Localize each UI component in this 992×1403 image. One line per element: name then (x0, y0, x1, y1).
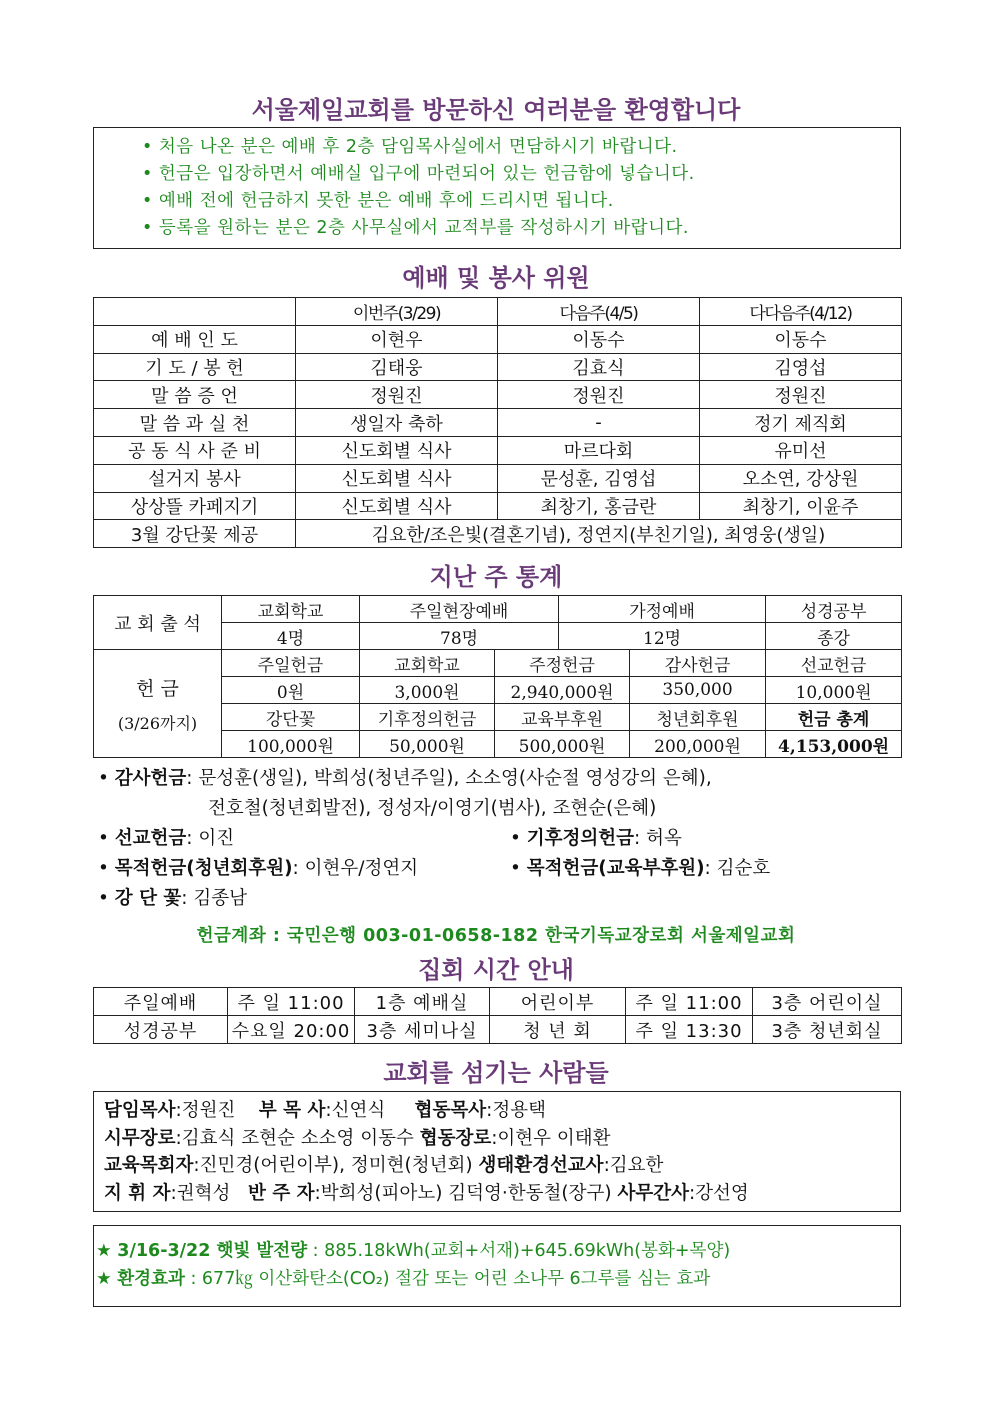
staff-role: 반 주 자 (248, 1182, 315, 1204)
staff-names: :정용택 (486, 1100, 546, 1121)
staff-line (104, 1097, 900, 1125)
table-cell: 3층 청년회실 (753, 1016, 902, 1044)
row-label: 3월 강단꽃 제공 (94, 520, 296, 548)
stats-table (93, 595, 902, 758)
staff-names: :이현우 이태환 (491, 1127, 611, 1149)
note-value: : 이현우/정연지 (292, 858, 419, 879)
table-cell: 성경공부 (94, 1016, 228, 1044)
note-label: 선교헌금 (114, 828, 187, 849)
energy-value: : 885.18kWh(교회+서재)+645.69kWh(봉화+목양) (307, 1241, 731, 1261)
table-cell: 최창기, 이윤주 (700, 492, 902, 520)
note-label: 감사헌금 (114, 768, 187, 789)
staff-role: 부 목 사 (258, 1100, 326, 1121)
stats-title: 지난 주 통계 (429, 563, 563, 591)
note-cell (510, 824, 682, 854)
bullet: • (98, 828, 115, 849)
note-cell (510, 854, 770, 884)
table-cell: 최창기, 홍금란 (498, 492, 700, 520)
list-item (98, 884, 908, 914)
note-value: : 김종남 (181, 888, 248, 909)
welcome-item: • 헌금은 입장하면서 예배실 입구에 마련되어 있는 헌금함에 넣습니다. (142, 161, 900, 188)
staff-box (93, 1091, 901, 1212)
note-cell (98, 854, 510, 884)
header-cell: 가정예배 (559, 596, 766, 623)
table-cell: 이현우 (296, 325, 498, 353)
note-label: 기후정의헌금 (526, 828, 635, 849)
table-cell: 12명 (559, 623, 766, 650)
service-table (93, 297, 902, 548)
header-cell: 교회학교 (360, 650, 495, 677)
staff-role: 협동목사 (414, 1100, 487, 1121)
bullet: • (510, 858, 527, 879)
meetings-title: 집회 시간 안내 (418, 956, 574, 984)
table-row (94, 409, 902, 437)
table-cell: 유미선 (700, 436, 902, 464)
table-cell: 수요일 20:00 (228, 1016, 355, 1044)
staff-names: :김효식 조현순 소소영 이동수 (175, 1127, 414, 1149)
service-title: 예배 및 봉사 위원 (402, 264, 590, 292)
note-value: : 김순호 (704, 858, 771, 879)
list-item (98, 824, 908, 854)
table-row (94, 520, 902, 548)
staff-names: :신연식 (325, 1100, 386, 1121)
table-cell: - (498, 409, 700, 437)
header-cell: 주정헌금 (495, 650, 630, 677)
staff-names: :정원진 (175, 1100, 236, 1121)
table-cell: 청 년 회 (490, 1016, 626, 1044)
row-label: 설거지 봉사 (94, 464, 296, 492)
table-cell: 어린이부 (490, 988, 626, 1016)
table-cell: 이동수 (700, 325, 902, 353)
table-cell: 김태웅 (296, 353, 498, 381)
table-cell: 3층 세미나실 (355, 1016, 490, 1044)
table-row (94, 492, 902, 520)
header-cell: 기후정의헌금 (360, 704, 495, 731)
staff-line (104, 1125, 900, 1153)
table-cell: 마르다회 (498, 436, 700, 464)
staff-names: :강선영 (688, 1182, 749, 1204)
table-cell: 김효식 (498, 353, 700, 381)
header-cell: 헌금 총계 (766, 704, 902, 731)
staff-role: 사무간사 (617, 1182, 689, 1204)
bullet: • (98, 768, 115, 789)
staff-role: 지 휘 자 (104, 1182, 171, 1204)
table-cell: 주 일 13:30 (626, 1016, 753, 1044)
table-cell: 500,000원 (495, 731, 630, 758)
table-row (94, 1016, 902, 1044)
staff-names: :진민경(어린이부), 정미현(청년회) (193, 1155, 473, 1176)
star-icon: ★ (96, 1241, 112, 1261)
row-label: 상상뜰 카페지기 (94, 492, 296, 520)
staff-names: :권혁성 (170, 1182, 231, 1204)
table-cell: 주일예배 (94, 988, 228, 1016)
header-cell: 교육부후원 (495, 704, 630, 731)
welcome-item: • 예배 전에 헌금하지 못한 분은 예배 후에 드리시면 됩니다. (142, 188, 900, 215)
table-cell: 오소연, 강상원 (700, 464, 902, 492)
row-label: 말 씀 과 실 천 (94, 409, 296, 437)
energy-line (96, 1265, 900, 1293)
staff-role: 시무장로 (104, 1127, 176, 1149)
list-item (98, 854, 908, 884)
offering-label (94, 650, 222, 758)
table-cell: 3층 어린이실 (753, 988, 902, 1016)
staff-role: 생태환경선교사 (478, 1155, 604, 1176)
table-row (94, 988, 902, 1016)
table-row (94, 464, 902, 492)
header-cell: 이번주(3/29) (296, 298, 498, 326)
meetings-table (93, 987, 902, 1044)
offering-title: 헌 금 (136, 677, 179, 700)
table-cell: 신도회별 식사 (296, 464, 498, 492)
staff-names: :김요한 (603, 1155, 664, 1176)
row-label: 말 씀 증 언 (94, 381, 296, 409)
note-value: 전호철(청년회발전), 정성자/이영기(범사), 조현순(은혜) (208, 798, 657, 819)
energy-value: : 677㎏ 이산화탄소(CO₂) 절감 또는 어린 소나무 6그루를 심는 효과 (184, 1269, 711, 1289)
table-header-row (94, 298, 902, 326)
welcome-title: 서울제일교회를 방문하신 여러분을 환영합니다 (251, 96, 741, 124)
table-cell: 문성훈, 김영섭 (498, 464, 700, 492)
table-cell: 78명 (360, 623, 559, 650)
table-cell: 정원진 (296, 381, 498, 409)
header-cell: 주일헌금 (222, 650, 360, 677)
table-cell: 신도회별 식사 (296, 436, 498, 464)
offering-period: (3/26까지) (117, 713, 198, 733)
staff-line (104, 1180, 900, 1208)
table-cell: 정원진 (700, 381, 902, 409)
attendance-label: 교 회 출 석 (94, 596, 222, 650)
row-label: 공 동 식 사 준 비 (94, 436, 296, 464)
header-cell (94, 298, 296, 326)
header-cell: 다음주(4/5) (498, 298, 700, 326)
note-cell (98, 824, 510, 854)
energy-box (93, 1225, 901, 1307)
header-cell: 교회학교 (222, 596, 360, 623)
table-cell: 3,000원 (360, 677, 495, 704)
table-cell: 정원진 (498, 381, 700, 409)
table-cell: 2,940,000원 (495, 677, 630, 704)
table-cell: 주 일 11:00 (228, 988, 355, 1016)
note-label: 목적헌금(교육부후원) (526, 858, 705, 879)
offering-notes (98, 764, 908, 914)
table-cell: 김요한/조은빛(결혼기념), 정연지(부친기일), 최영웅(생일) (296, 520, 902, 548)
table-row (94, 596, 902, 623)
staff-role: 협동장로 (419, 1127, 492, 1149)
note-value: : 허옥 (634, 828, 682, 849)
table-cell: 200,000원 (630, 731, 766, 758)
header-cell: 강단꽃 (222, 704, 360, 731)
bullet: • (510, 828, 527, 849)
list-item (98, 764, 908, 794)
table-cell: 50,000원 (360, 731, 495, 758)
row-label: 기 도 / 봉 헌 (94, 353, 296, 381)
table-cell: 4명 (222, 623, 360, 650)
note-value: : 이진 (186, 828, 235, 849)
table-row (94, 436, 902, 464)
note-label: 강 단 꽃 (114, 888, 182, 909)
header-cell: 선교헌금 (766, 650, 902, 677)
star-icon: ★ (96, 1269, 112, 1289)
table-cell: 100,000원 (222, 731, 360, 758)
offering-account: 헌금계좌 : 국민은행 003-01-0658-182 한국기독교장로회 서울제일교회 (196, 926, 796, 946)
table-cell: 1층 예배실 (355, 988, 490, 1016)
note-label: 목적헌금(청년회후원) (114, 858, 293, 879)
table-row (94, 325, 902, 353)
staff-names: :박희성(피아노) 김덕영·한동철(장구) (314, 1182, 612, 1204)
table-row (94, 353, 902, 381)
row-label: 예 배 인 도 (94, 325, 296, 353)
table-cell: 10,000원 (766, 677, 902, 704)
table-cell: 신도회별 식사 (296, 492, 498, 520)
table-cell: 350,000 (630, 677, 766, 704)
table-cell: 종강 (766, 623, 902, 650)
staff-role: 담임목사 (104, 1100, 176, 1121)
table-cell: 0원 (222, 677, 360, 704)
table-cell: 주 일 11:00 (626, 988, 753, 1016)
staff-title: 교회를 섬기는 사람들 (383, 1059, 609, 1087)
bullet: • (98, 858, 115, 879)
list-item (98, 794, 908, 824)
energy-label: 3/16-3/22 햇빛 발전량 (117, 1241, 308, 1261)
staff-role: 교육목회자 (104, 1155, 194, 1176)
header-cell: 청년회후원 (630, 704, 766, 731)
header-cell: 다다음주(4/12) (700, 298, 902, 326)
table-row (94, 650, 902, 677)
energy-line (96, 1237, 900, 1265)
header-cell: 성경공부 (766, 596, 902, 623)
table-cell: 생일자 축하 (296, 409, 498, 437)
energy-label: 환경효과 (117, 1269, 185, 1289)
table-row (94, 381, 902, 409)
table-cell: 이동수 (498, 325, 700, 353)
offering-total: 4,153,000원 (766, 731, 902, 758)
welcome-box (93, 127, 901, 249)
table-cell: 김영섭 (700, 353, 902, 381)
note-value: : 문성훈(생일), 박희성(청년주일), 소소영(사순절 영성강의 은혜), (186, 768, 712, 789)
staff-line (104, 1152, 900, 1180)
bullet: • (98, 888, 115, 909)
header-cell: 감사헌금 (630, 650, 766, 677)
welcome-item: • 등록을 원하는 분은 2층 사무실에서 교적부를 작성하시기 바랍니다. (142, 215, 900, 242)
welcome-item: • 처음 나온 분은 예배 후 2층 담임목사실에서 면담하시기 바랍니다. (142, 134, 900, 161)
header-cell: 주일현장예배 (360, 596, 559, 623)
table-cell: 정기 제직회 (700, 409, 902, 437)
